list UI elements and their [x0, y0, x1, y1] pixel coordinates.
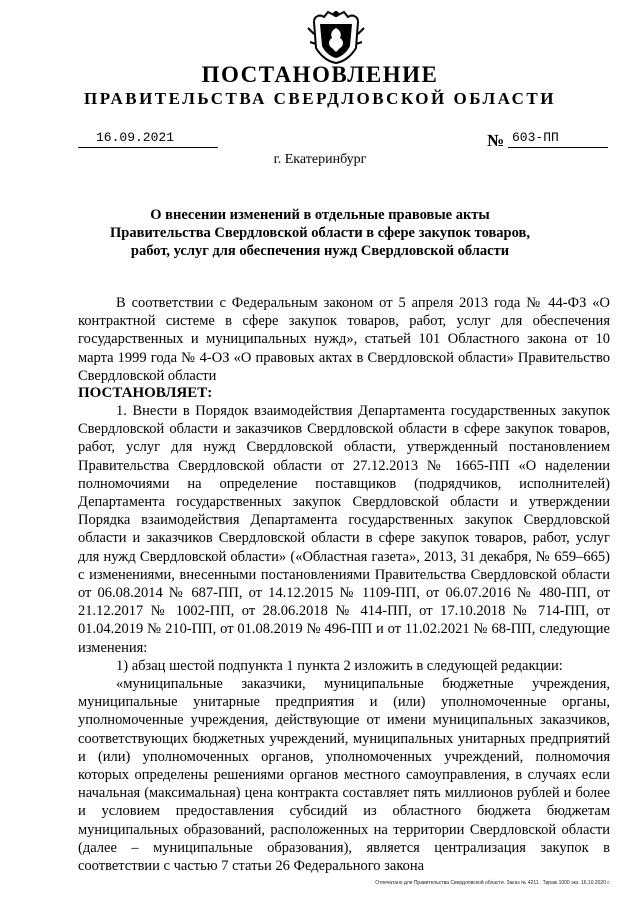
subject-line: Правительства Свердловской области в сфере закупок товаров, — [110, 225, 530, 241]
subject-line: работ, услуг для обеспечения нужд Свердловской области — [130, 243, 510, 259]
coat-of-arms-emblem — [306, 8, 366, 64]
number-sign: № — [487, 131, 505, 150]
issuing-authority: ПРАВИТЕЛЬСТВА СВЕРДЛОВСКОЙ ОБЛАСТИ — [84, 89, 556, 108]
document-number: 603-ПП — [508, 130, 608, 148]
item-1-paragraph: 1. Внести в Порядок взаимодействия Департамента государственных закупок Свердловской области и заказчиков Свердловской области в сфере закупок товаров, работ, услуг для нужд Свердловской области, утвержденный постановлением Правительства Свердловской области от 27.12.2013 № 1665-ПП «О наделении полномочиями на определение поставщиков (подрядчиков, исполнителей) Департамента государственных закупок Свердловской области и утверждении Порядка взаимодействия Департамента государственных закупок Свердловской области и заказчиков Свердловской области в сфере закупок товаров, работ, услуг для нужд Свердловской области» («Областная газета», 2013, 31 декабря, № 659–665) с изменениями, внесенными постановлениями Правительства Свердловской области от 06.08.2014 № 687-ПП, от 14.12.2015 № 1109-ПП, от 06.07.2016 № 480-ПП, от 21.12.2017 № 1002-ПП, от 28.06.2018 № 414-ПП, от 17.10.2018 № 714-ПП, от 01.04.2019 № 210-ПП, от 01.08.2019 № 496-ПП и от 11.02.2021 № 68-ПП, следующие изменения: — [78, 403, 610, 656]
print-footer-note: Отпечатано для Правительства Свердловской области. Заказ № 4211 . Тираж 1000 экз. 16.10.2020 г. — [375, 880, 610, 886]
subject-line: О внесении изменений в отдельные правовые акты — [150, 207, 490, 223]
document-date: 16.09.2021 — [78, 130, 218, 148]
document-type-title: ПОСТАНОВЛЕНИЕ — [201, 62, 439, 87]
preamble-paragraph: В соответствии с Федеральным законом от 5 апреля 2013 года № 44-ФЗ «О контрактной системе в сфере закупок товаров, работ, услуг для обеспечения государственных и муниципальных нужд», статьей 101 Областного закона от 10 марта 1999 года № 4-ОЗ «О правовых актах в Свердловской области» Правительство Свердловской области — [78, 295, 610, 384]
quoted-text-paragraph: «муниципальные заказчики, муниципальные бюджетные учреждения, муниципальные унитарные предприятия и (или) уполномоченные органы, уполномоченные учреждения, действующие от имени муниципальных заказчиков, соответствующих бюджетных учреждений, муниципальных унитарных предприятий и (или) уполномоченных органов, уполномоченных учреждений, полномочия которых определены решениями органов местного самоуправления, в случаях если начальная (максимальная) цена контракта составляет пять миллионов рублей и более и условием предоставления субсидий из областного бюджета бюджетам муниципальных образований, расположенных на территории Свердловской области (далее – муниципальные образования), является централизация закупок в соответствии с частью 7 статьи 26 Федерального закона — [78, 676, 610, 875]
city: г. Екатеринбург — [273, 152, 367, 167]
document-body — [78, 294, 610, 875]
subitem-1-paragraph: 1) абзац шестой подпункта 1 пункта 2 изложить в следующей редакции: — [116, 657, 563, 674]
document-subject — [0, 206, 640, 260]
decree-heading: ПОСТАНОВЛЯЕТ: — [78, 385, 213, 402]
